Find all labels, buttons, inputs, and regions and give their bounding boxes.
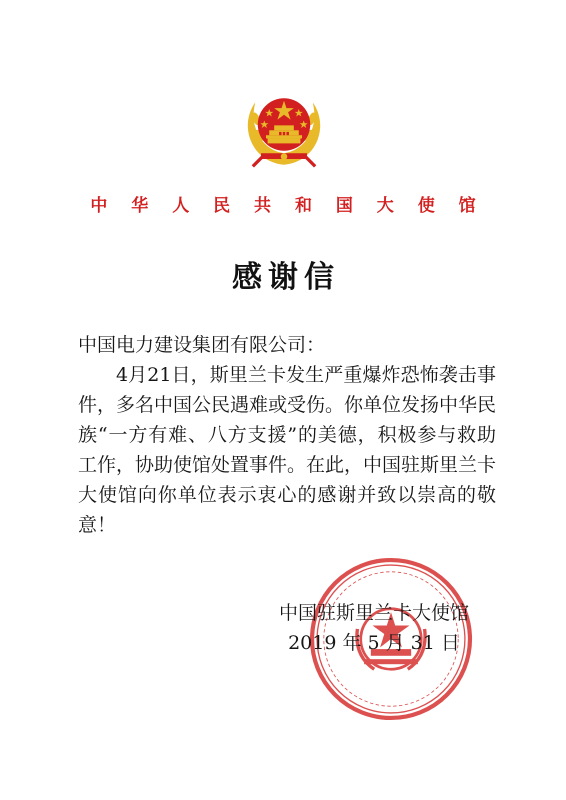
letter-body: 4月21日，斯里兰卡发生严重爆炸恐怖袭击事件，多名中国公民遇难或受伤。你单位发扬中华民族“一方有难、八方支援”的美德，积极参与救助工作，协助使馆处置事件。在此，中国驻斯里兰卡大使馆向你单位表示衷心的感谢并致以崇高的敬意！ [78, 364, 497, 536]
national-emblem-icon [243, 86, 325, 168]
issuer-heading: 中 华 人 民 共 和 国 大 使 馆 [90, 196, 485, 216]
letter-salutation: 中国电力建设集团有限公司： [78, 334, 326, 356]
letter-title: 感谢信 [232, 260, 340, 295]
signature-line: 中国驻斯里兰卡大使馆 [278, 602, 469, 624]
date-line: 2019 年 5 月 31 日 [288, 632, 460, 654]
